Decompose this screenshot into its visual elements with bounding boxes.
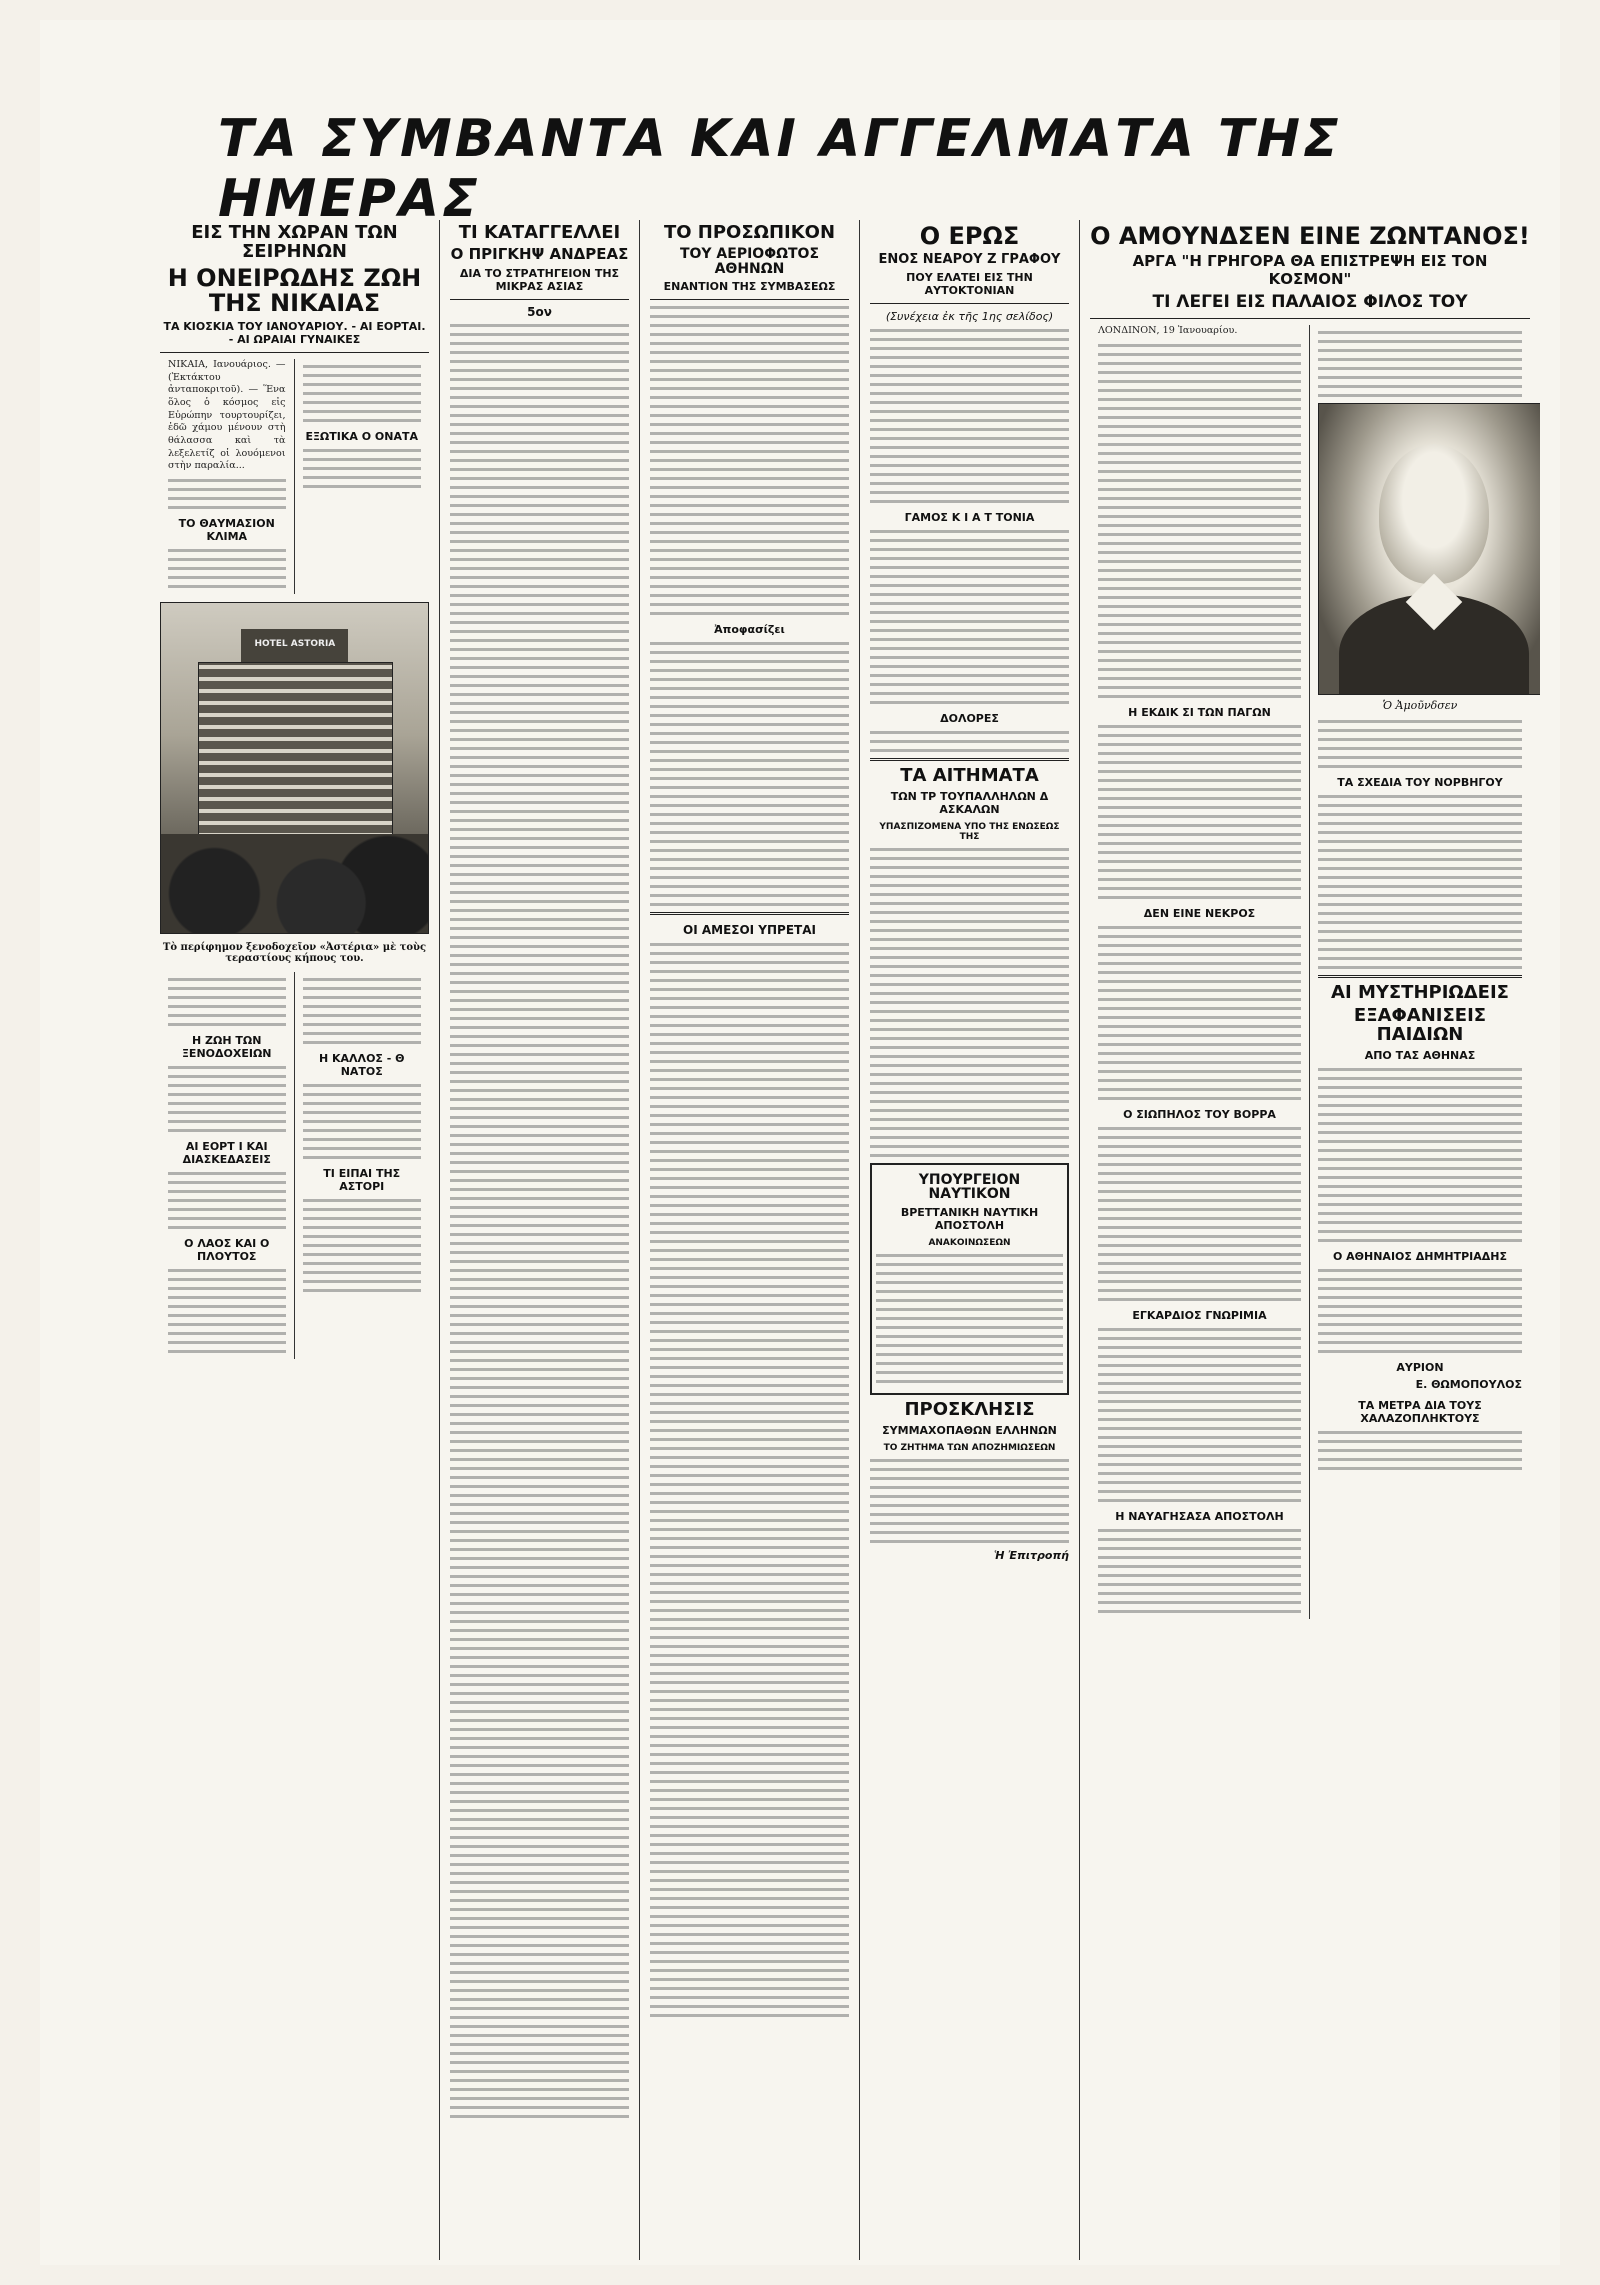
small-head: ΠΟΥ ΕΛΑΤΕΙ ΕΙΣ ΤΗΝ ΑΥΤΟΚΤΟΝΙΑΝ: [906, 270, 1033, 297]
hotel-photo: [160, 602, 429, 934]
small-head-2: ΥΠΑΣΠΙΖΟΜΕΝΑ ΥΠΟ ΤΗΣ ΕΝΩΣΕΩΣ ΤΗΣ: [879, 821, 1060, 842]
newspaper-page: [40, 20, 1560, 2265]
kicker: ΕΙΣ ΤΗΝ ΧΩΡΑΝ ΤΩΝ ΣΕΙΡΗΝΩΝ: [191, 222, 398, 262]
headline: ΤΙ ΚΑΤΑΓΓΕΛΛΕΙ: [458, 222, 621, 243]
subheadline-2: ΤΩΝ ΤΡ ΤΟΥΠΑΛΛΗΛΩΝ Δ ΑΣΚΑΛΩΝ: [890, 789, 1049, 816]
section-heading: ΔΕΝ ΕΙΝΕ ΝΕΚΡΟΣ: [1143, 906, 1256, 920]
headline-2: ΤΑ ΑΙΤΗΜΑΤΑ: [900, 764, 1039, 786]
section-heading: ΔΟΛΟΡΕΣ: [940, 711, 999, 725]
article-prince-andreas: [440, 220, 640, 2260]
dateline: ΛΟΝΔΙΝΟΝ, 19 Ἰανουαρίου.: [1098, 325, 1238, 336]
section-heading: ΤΙ ΕΙΠΑΙ ΤΗΣ ΑΣΤΟΡΙ: [323, 1167, 401, 1194]
subheadline-4: ΣΥΜΜΑΧΟΠΑΘΩΝ ΕΛΛΗΝΩΝ: [882, 1423, 1057, 1437]
small-head-3: ΑΝΑΚΟΙΝΩΣΕΩΝ: [928, 1238, 1011, 1249]
columns: [150, 220, 1540, 2260]
section-heading: ΤΑ ΜΕΤΡΑ ΔΙΑ ΤΟΥΣ ΧΑΛΑΖΟΠΛΗΚΤΟΥΣ: [1358, 1398, 1482, 1425]
section-heading: Ο ΛΑΟΣ ΚΑΙ Ο ΠΛΟΥΤΟΣ: [184, 1237, 270, 1264]
small-head: ΕΝΑΝΤΙΟΝ ΤΗΣ ΣΥΜΒΑΣΕΩΣ: [663, 280, 836, 294]
section-heading: Η ΝΑΥΑΓΗΣΑΣΑ ΑΠΟΣΤΟΛΗ: [1115, 1509, 1284, 1523]
headline: Η ΟΝΕΙΡΩΔΗΣ ΖΩΗ ΤΗΣ ΝΙΚΑΙΑΣ: [167, 263, 422, 317]
headline-3: ΥΠΟΥΡΓΕΙΟΝ ΝΑΥΤΙΚΟΝ: [918, 1171, 1021, 1203]
section-heading: Ο ΣΙΩΠΗΛΟΣ ΤΟΥ ΒΟΡΡΑ: [1123, 1107, 1276, 1121]
headline-mystery: ΑΙ ΜΥΣΤΗΡΙΩΔΕΙΣ: [1331, 982, 1509, 1003]
aurion-label: ΑΥΡΙΟΝ: [1396, 1360, 1444, 1374]
article-gas-staff: [640, 220, 860, 2260]
subheadline: Ο ΠΡΙΓΚΗΨ ΑΝΔΡΕΑΣ: [450, 244, 629, 263]
article-amundsen: [1080, 220, 1540, 2260]
headline-mystery-2: ΕΞΑΦΑΝΙΣΕΙΣ ΠΑΙΔΙΩΝ: [1353, 1004, 1487, 1045]
headline: Ο ΕΡΩΣ: [919, 222, 1020, 250]
subheadline: ΑΡΓΑ "Η ΓΡΗΓΟΡΑ ΘΑ ΕΠΙΣΤΡΕΨΗ ΕΙΣ ΤΟΝ ΚΟΣΜΟΝ": [1132, 252, 1488, 288]
section-heading: ΤΟ ΘΑΥΜΑΣΙΟΝ ΚΛΙΜΑ: [178, 517, 275, 544]
banner-title: ΤΑ ΣΥΜΒΑΝΤΑ ΚΑΙ ΑΓΓΕΛΜΑΤΑ ΤΗΣ ΗΜΕΡΑΣ: [200, 109, 1480, 229]
naval-notice: [870, 1163, 1069, 1395]
subheadline-mystery: ΑΠΟ ΤΑΣ ΑΘΗΝΑΣ: [1364, 1048, 1476, 1062]
section-heading: Η ΕΚΔΙΚ ΣΙ ΤΩΝ ΠΑΓΩΝ: [1128, 705, 1271, 719]
small-head-4: ΤΟ ΖΗΤΗΜΑ ΤΩΝ ΑΠΟΖΗΜΙΩΣΕΩΝ: [883, 1442, 1056, 1453]
section-heading: ΑΙ ΕΟΡΤ Ι ΚΑΙ ΔΙΑΣΚΕΔΑΣΕΙΣ: [182, 1140, 271, 1167]
section-heading: ΓΑΜΟΣ Κ Ι Α Τ ΤΟΝΙΑ: [904, 510, 1035, 524]
section-heading: Η ΚΑΛΛΟΣ - Θ ΝΑΤΟΣ: [318, 1052, 405, 1079]
section-heading: ΟΙ ΑΜΕΣΟΙ ΥΠΡΕΤΑΙ: [683, 923, 816, 938]
headline: Ο ΑΜΟΥΝΔΣΕΝ ΕΙΝΕ ΖΩΝΤΑΝΟΣ!: [1090, 222, 1530, 250]
page-banner: [200, 109, 1480, 229]
hotel-sign: HOTEL ASTORIA: [254, 639, 336, 650]
subheadline: ΤΑ ΚΙΟΣΚΙΑ ΤΟΥ ΙΑΝΟΥΑΡΙΟΥ. - ΑΙ ΕΟΡΤΑΙ. - ΑΙ ΩΡΑΙΑΙ ΓΥΝΑΙΚΕΣ: [163, 320, 426, 347]
signature: Ἡ Ἐπιτροπή: [994, 1548, 1069, 1562]
subheadline-3: ΒΡΕΤΤΑΝΙΚΗ ΝΑΥΤΙΚΗ ΑΠΟΣΤΟΛΗ: [900, 1206, 1039, 1233]
subheadline: ΕΝΟΣ ΝΕΑΡΟΥ Ζ ΓΡΑΦΟΥ: [878, 252, 1061, 268]
article-eros: [860, 220, 1080, 2260]
part-marker: 5ον: [527, 304, 552, 319]
photo-caption: Τὸ περίφημον ξενοδοχεῖον «Ἀστέρια» μὲ τοὺς τεραστίους κήπους του.: [162, 942, 427, 965]
small-head: ΔΙΑ ΤΟ ΣΤΡΑΤΗΓΕΙΟΝ ΤΗΣ ΜΙΚΡΑΣ ΑΣΙΑΣ: [459, 266, 620, 293]
continuation: (Συνέχεια ἐκ τῆς 1ης σελίδος): [885, 309, 1054, 323]
section-heading: Η ΖΩΗ ΤΩΝ ΞΕΝΟΔΟΧΕΙΩΝ: [181, 1034, 272, 1061]
intro-split: [160, 359, 429, 594]
headline: ΤΟ ΠΡΟΣΩΠΙΚΟΝ: [663, 222, 836, 243]
subheadline-2: ΤΙ ΛΕΓΕΙ ΕΙΣ ΠΑΛΑΙΟΣ ΦΙΛΟΣ ΤΟΥ: [1152, 292, 1468, 312]
section-heading: ΕΓΚΑΡΔΙΟΣ ΓΝΩΡΙΜΙΑ: [1132, 1308, 1267, 1322]
portrait-caption: Ὁ Ἀμοῦνδσεν: [1382, 699, 1458, 712]
section-heading: Ο ΑΘΗΝΑΙΟΣ ΔΗΜΗΤΡΙΑΔΗΣ: [1332, 1249, 1508, 1263]
section-heading: ΤΑ ΣΧΕΔΙΑ ΤΟΥ ΝΟΡΒΗΓΟΥ: [1337, 776, 1503, 789]
byline: Ε. ΘΩΜΟΠΟΥΛΟΣ: [1415, 1377, 1522, 1391]
headline-4: ΠΡΟΣΚΛΗΣΙΣ: [904, 1399, 1035, 1421]
amundsen-portrait: [1318, 403, 1540, 695]
section-heading: ΕΞΩΤΙΚΑ Ο ΟΝΑΤΑ: [305, 430, 419, 444]
article-nikaia: [150, 220, 440, 2260]
subheadline: ΤΟΥ ΑΕΡΙΟΦΩΤΟΣ ΑΘΗΝΩΝ: [679, 245, 820, 277]
section-heading: Ἀποφασίζει: [714, 623, 785, 637]
intro-text: ΝΙΚΑΙΑ, Ιανουάριος. — (Ἐκτάκτου ἀνταποκριτοῦ). — Ἕνα ὅλος ὁ κόσμος εἰς Εὐρώπην τουρτουρίζει, ἐδῶ χάμου μένουν στὴ θάλασσα καὶ τὰ λεξελετίζ οἱ λουόμενοι στὴν παραλία...: [168, 359, 286, 472]
